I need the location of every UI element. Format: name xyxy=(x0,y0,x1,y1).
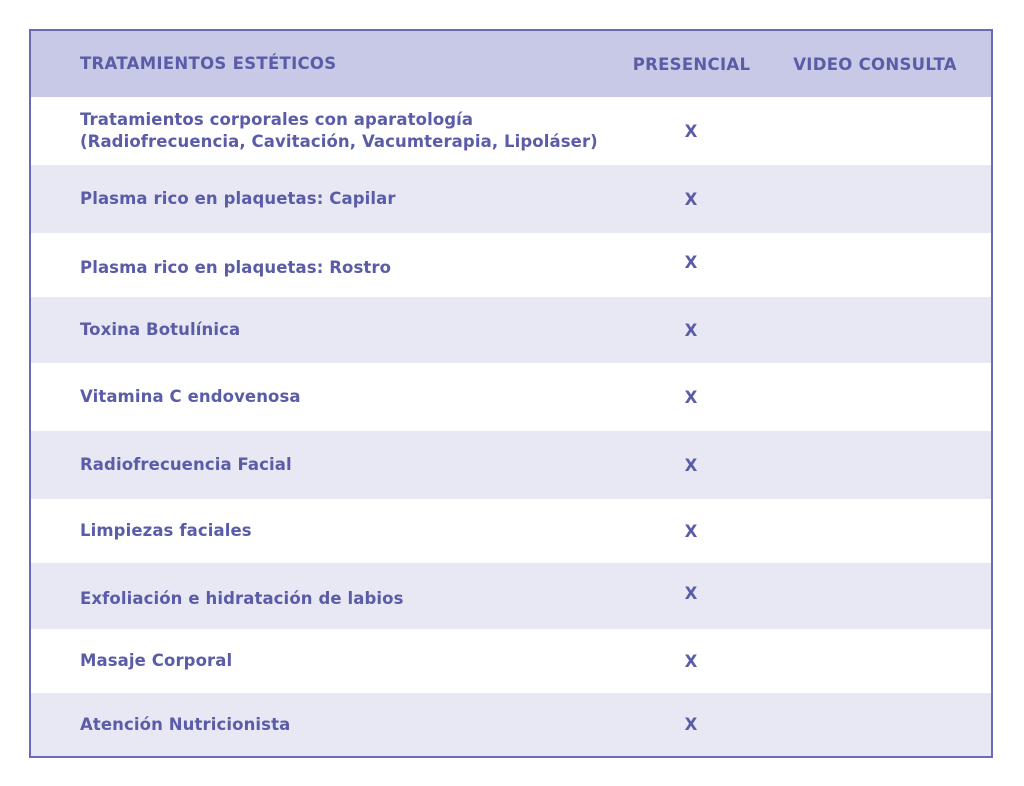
table-row xyxy=(31,297,991,363)
header-presencial: PRESENCIAL xyxy=(632,54,751,74)
treatment-name: Exfoliación e hidratación de labios xyxy=(80,589,404,608)
header-video-consulta: VIDEO CONSULTA xyxy=(793,54,957,74)
presencial-mark: X xyxy=(684,121,698,141)
table-row xyxy=(31,233,991,297)
table-row xyxy=(31,499,991,563)
presencial-mark: X xyxy=(684,252,698,272)
presencial-mark: X xyxy=(684,651,698,671)
table-row xyxy=(31,97,991,165)
treatments-table xyxy=(29,29,993,758)
treatment-name: Radiofrecuencia Facial xyxy=(80,455,292,474)
table-row xyxy=(31,165,991,233)
table-row xyxy=(31,693,991,756)
table-row xyxy=(31,363,991,431)
treatment-name-line-2: (Radiofrecuencia, Cavitación, Vacumterapia, Lipoláser) xyxy=(80,132,598,151)
treatment-name-line-1: Tratamientos corporales con aparatología xyxy=(80,110,474,129)
presencial-mark: X xyxy=(684,320,698,340)
treatment-name xyxy=(80,109,640,153)
treatment-name: Limpiezas faciales xyxy=(80,521,252,540)
table-row xyxy=(31,629,991,693)
treatment-name: Toxina Botulínica xyxy=(80,320,241,339)
treatment-name: Plasma rico en plaquetas: Capilar xyxy=(80,189,396,208)
table-header-row xyxy=(31,31,991,97)
presencial-mark: X xyxy=(684,387,698,407)
presencial-mark: X xyxy=(684,455,698,475)
presencial-mark: X xyxy=(684,189,698,209)
table-row xyxy=(31,563,991,629)
presencial-mark: X xyxy=(684,521,698,541)
treatment-name: Plasma rico en plaquetas: Rostro xyxy=(80,258,392,277)
presencial-mark: X xyxy=(684,583,698,603)
treatment-name: Masaje Corporal xyxy=(80,651,233,670)
treatment-name: Atención Nutricionista xyxy=(80,714,291,734)
presencial-mark: X xyxy=(684,715,698,734)
treatment-name: Vitamina C endovenosa xyxy=(80,387,301,406)
header-treatment: TRATAMIENTOS ESTÉTICOS xyxy=(80,54,337,73)
table-row xyxy=(31,431,991,499)
